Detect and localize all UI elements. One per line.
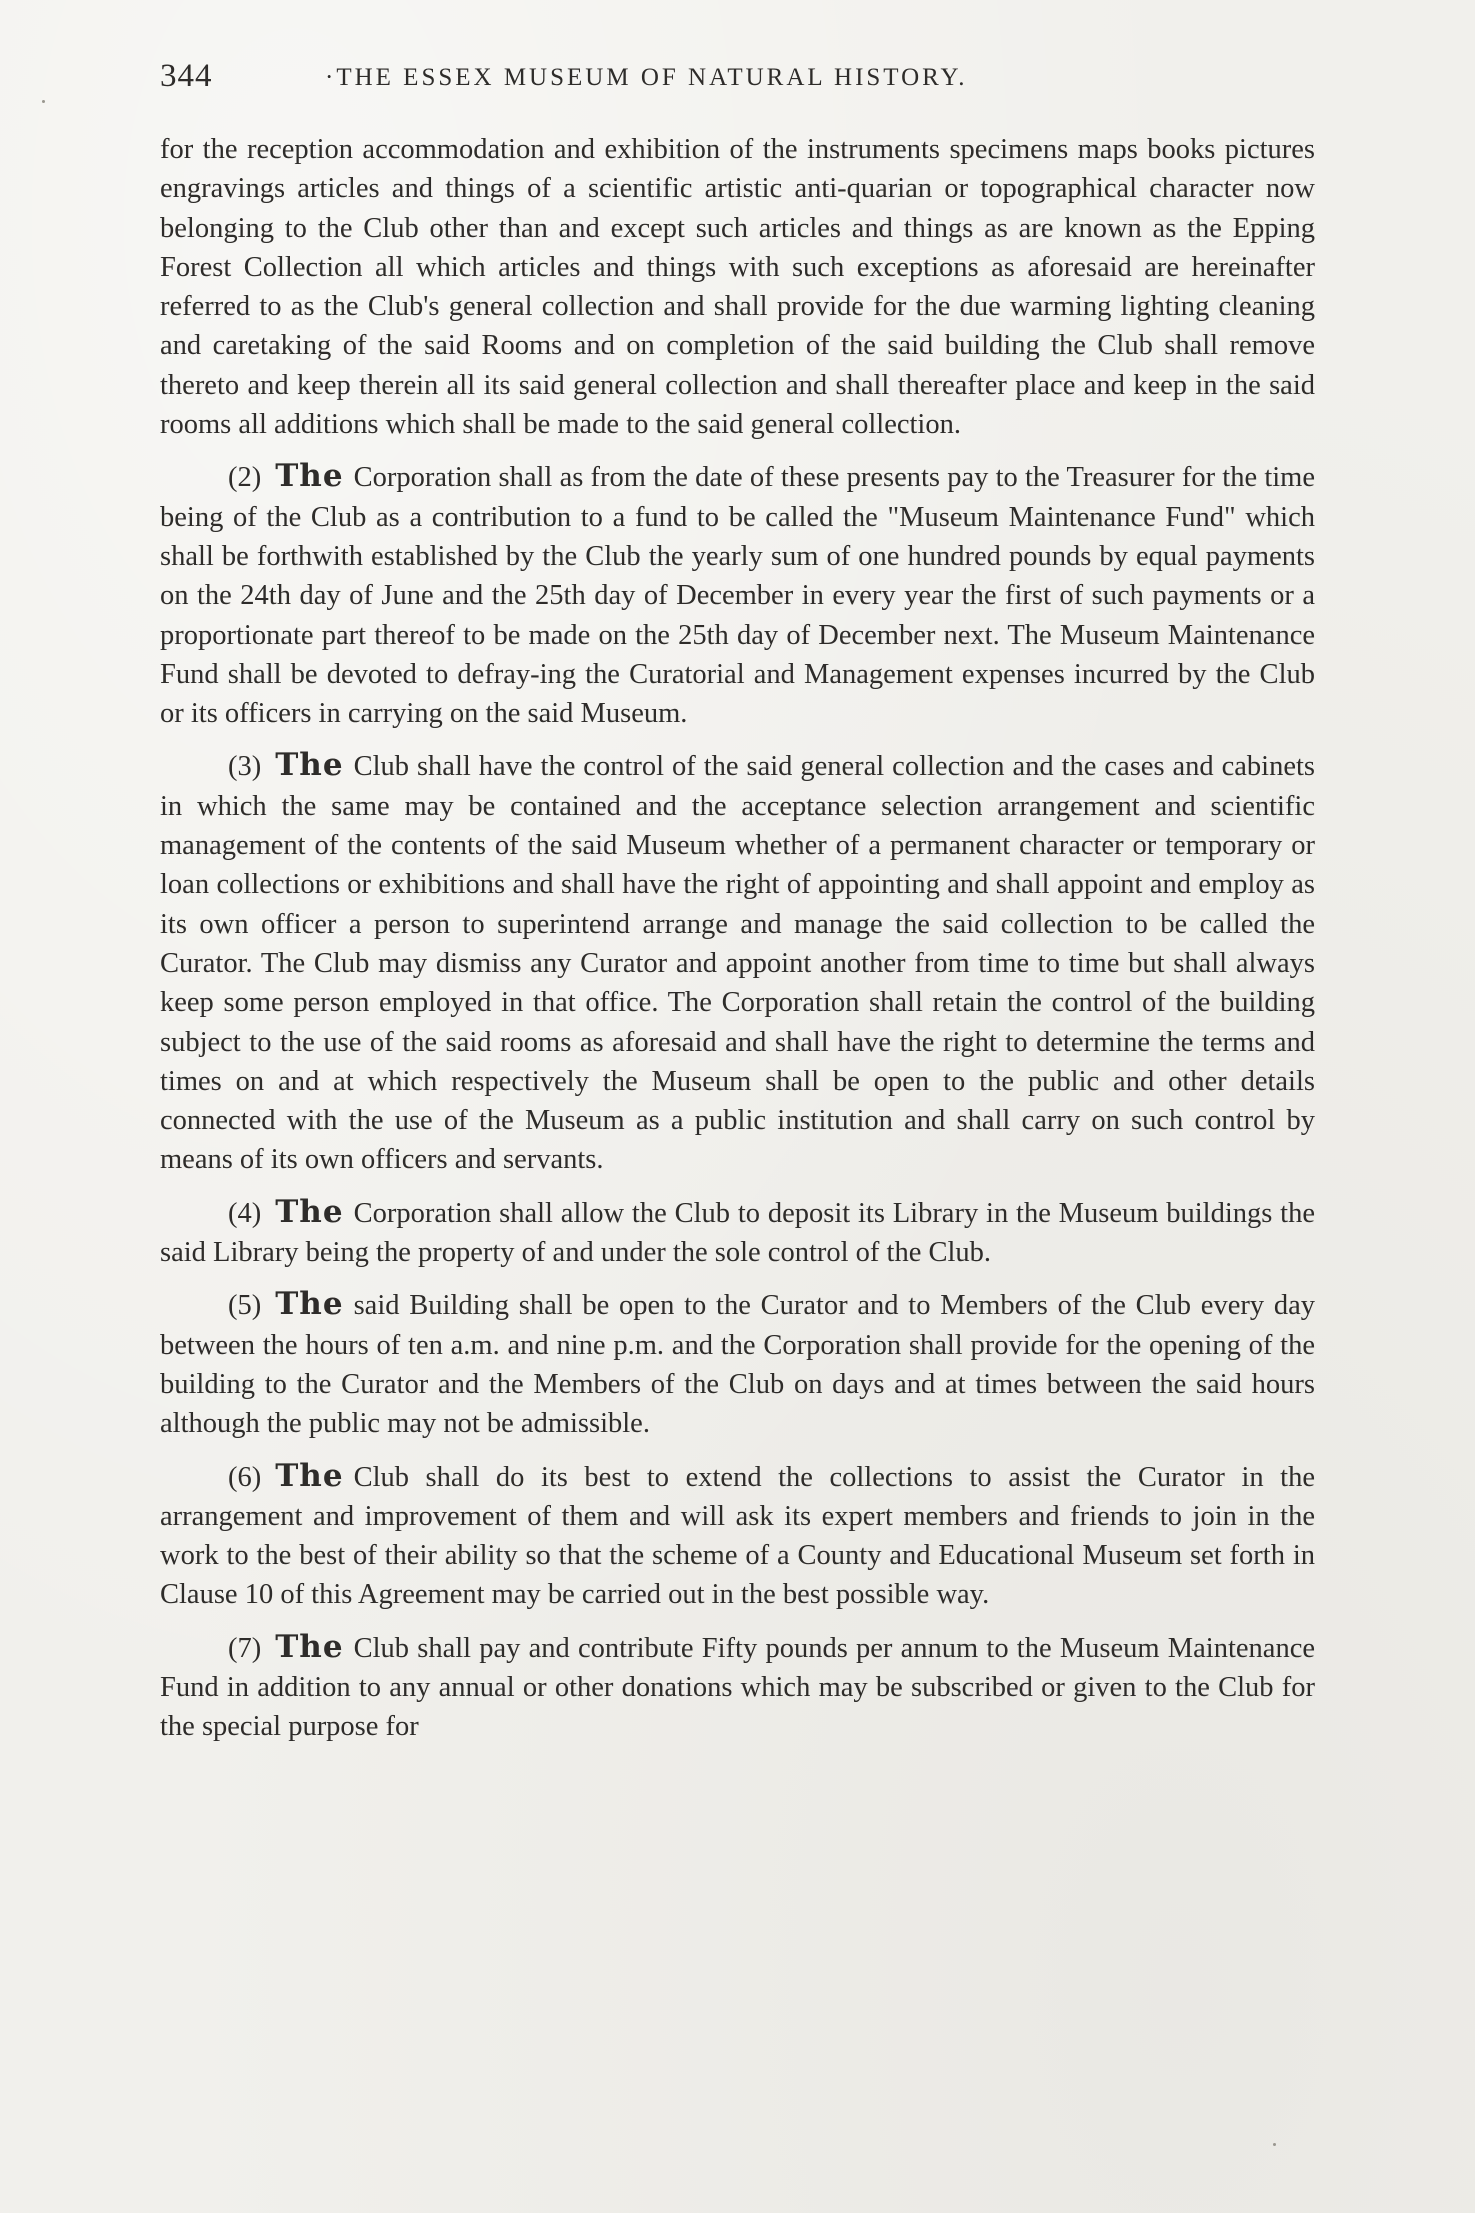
- clause-number: (3): [228, 751, 262, 783]
- paragraph-text: for the reception accommodation and exhibition of the instruments specimens maps books pictures engravings articles and things of a scientific artistic anti-quarian or topographical character now belonging to the Club other than and except such articles and things as are known as the Epping Forest Collection all which articles and things with such exceptions as aforesaid are hereinafter referred to as the Club's general collection and shall provide for the due warming lighting cleaning and caretaking of the said Rooms and on completion of the said building the Club shall remove thereto and keep therein all its said general collection and shall thereafter place and keep in the said rooms all additions which shall be made to the said general collection.: [160, 134, 1315, 441]
- page-header: [160, 58, 1315, 102]
- clause-lead-word: The: [275, 458, 344, 495]
- clause-number: (7): [228, 1632, 262, 1664]
- paragraph-text: Club shall do its best to extend the collections to assist the Curator in the arrangement and improvement of them and will ask its expert members and friends to join in the work to the best of their ability so that the scheme of a County and Educational Museum set forth in Clause 10 of this Agreement may be carried out in the best possible way.: [160, 1461, 1315, 1611]
- paragraph-5: [160, 1285, 1315, 1443]
- paper-speck: [1273, 2143, 1276, 2146]
- paragraph-text: Club shall have the control of the said general collection and the cases and cabinets in which the same may be contained and the acceptance selection arrangement and scientific management of the contents of the said Museum whether of a permanent character or temporary or loan collections or exhibitions and shall have the right of appointing and shall appoint and employ as its own officer a person to superintend arrange and manage the said collection to be called the Curator. The Club may dismiss any Curator and appoint another from time to time but shall always keep some person employed in that office. The Corporation shall retain the control of the building subject to the use of the said rooms as aforesaid and shall have the right to determine the terms and times on and at which respectively the Museum shall be open to the public and other details connected with the use of the Museum as a public institution and shall carry on such control by means of its own officers and servants.: [160, 751, 1315, 1176]
- paragraph-text: Corporation shall as from the date of these presents pay to the Treasurer for the time being of the Club as a contribution to a fund to be called the "Museum Maintenance Fund" which shall be forthwith established by the Club the yearly sum of one hundred pounds by equal payments on the 24th day of June and the 25th day of December in every year the first of such payments or a proportionate part thereof to be made on the 25th day of December next. The Museum Maintenance Fund shall be devoted to defray-ing the Curatorial and Management expenses incurred by the Club or its officers in carrying on the said Museum.: [160, 462, 1315, 730]
- clause-lead-word: The: [275, 1457, 344, 1494]
- clause-number: (4): [228, 1197, 262, 1229]
- clause-lead-word: The: [275, 1193, 344, 1230]
- paragraph-2: [160, 457, 1315, 733]
- clause-lead-word: The: [275, 1628, 344, 1665]
- paragraph-3: [160, 746, 1315, 1179]
- page-number: 344: [160, 58, 213, 94]
- clause-number: (2): [228, 462, 262, 494]
- clause-lead-word: The: [275, 1286, 344, 1323]
- clause-number: (5): [228, 1290, 262, 1322]
- paragraph-6: [160, 1457, 1315, 1615]
- paragraph-text: said Building shall be open to the Curator and to Members of the Club every day between the hours of ten a.m. and nine p.m. and the Corporation shall provide for the opening of the building to the Curator and the Members of the Club on days and at times between the said hours although the public may not be admissible.: [160, 1290, 1315, 1440]
- body-text: [160, 130, 1315, 1760]
- paper-speck: [42, 100, 45, 103]
- running-title: ·THE ESSEX MUSEUM OF NATURAL HISTORY.: [325, 64, 968, 91]
- paragraph-7: [160, 1628, 1315, 1747]
- paragraph-4: [160, 1193, 1315, 1273]
- paragraph-text: Corporation shall allow the Club to deposit its Library in the Museum buildings the said Library being the property of and under the sole control of the Club.: [160, 1197, 1315, 1269]
- clause-lead-word: The: [275, 747, 344, 784]
- paragraph-text: Club shall pay and contribute Fifty pounds per annum to the Museum Maintenance Fund in addition to any annual or other donations which may be subscribed or given to the Club for the special purpose for: [160, 1632, 1315, 1743]
- paragraph-1: [160, 130, 1315, 444]
- clause-number: (6): [228, 1461, 262, 1493]
